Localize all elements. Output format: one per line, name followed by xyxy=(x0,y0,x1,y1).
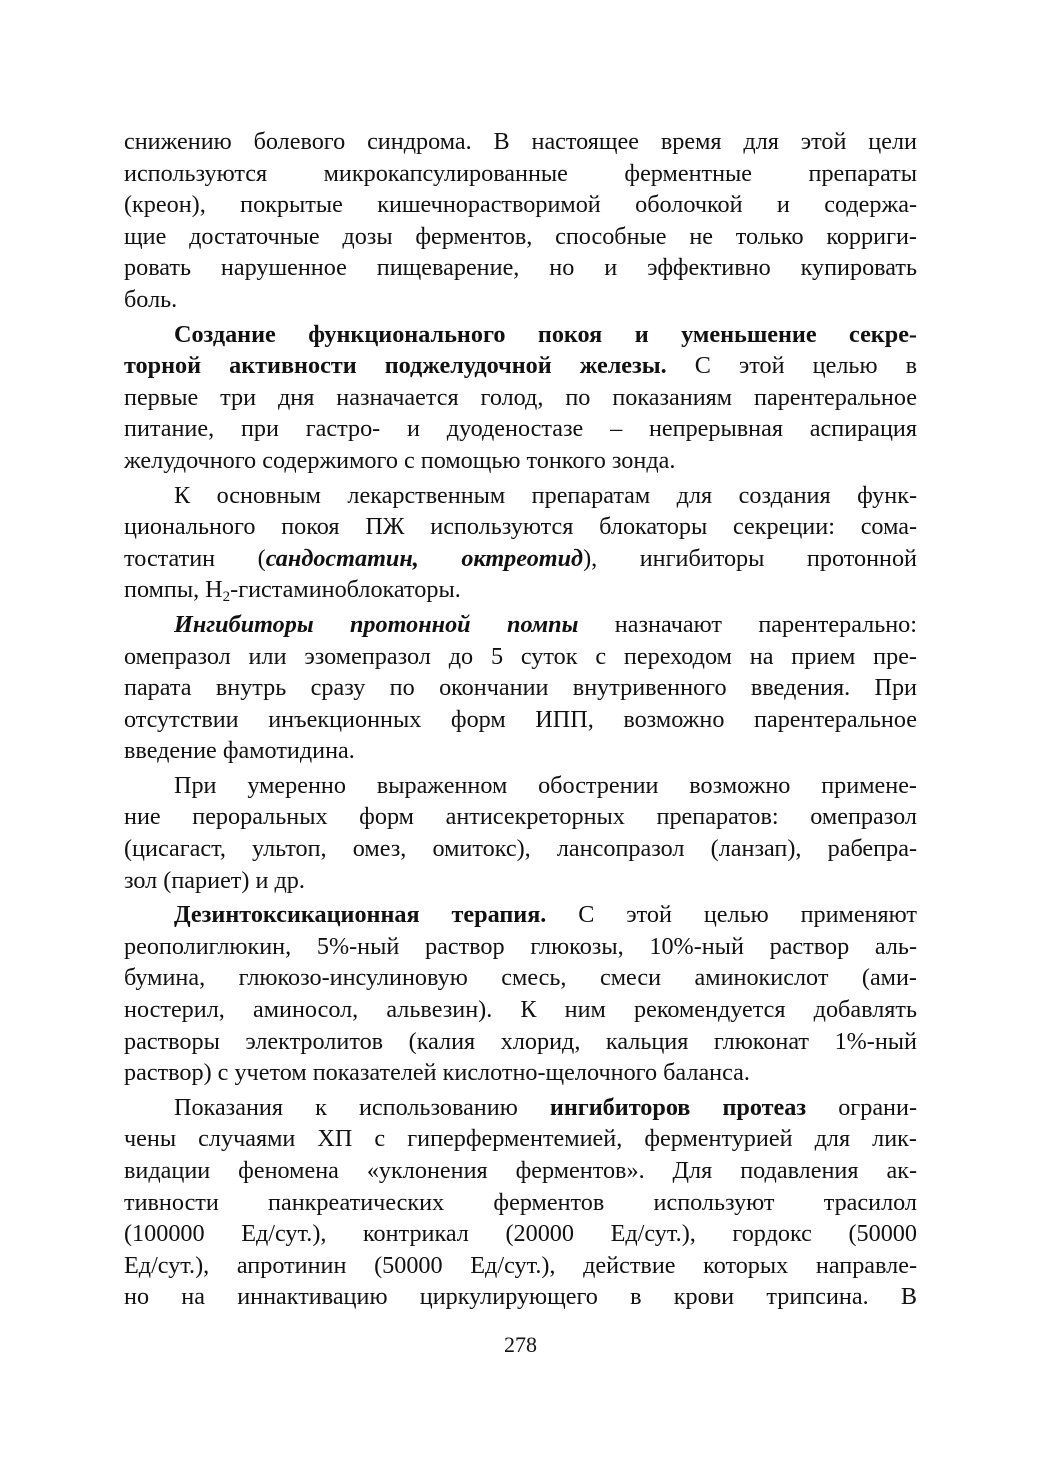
text-line xyxy=(124,319,917,351)
text-line: отсутствии инъекционных форм ИПП, возможно парентеральное xyxy=(124,705,917,733)
text-line: (креон), покрытые кишечнорастворимой оболочкой и содержа- xyxy=(124,191,917,219)
paragraph-functional-rest xyxy=(124,319,917,477)
text-line: первые три дня назначается голод, по показаниям парентеральное xyxy=(124,383,917,411)
text-line xyxy=(124,899,917,931)
text-fragment: ), ингибиторы протонной xyxy=(583,544,917,572)
text-line: чены случаями ХП с гиперферментемией, ферментурией для лик- xyxy=(124,1125,917,1153)
text-line: бумина, глюкозо-инсулиновую смесь, смеси аминокислот (ами- xyxy=(124,964,917,992)
text-line: боль. xyxy=(124,285,178,313)
text-line: раствор) с учетом показателей кислотно-щелочного баланса. xyxy=(124,1059,750,1087)
page-body xyxy=(124,126,917,1313)
term-emphasis: ингибиторов протеаз xyxy=(549,1093,807,1121)
text-line: Ед/сут.), апротинин (50000 Ед/сут.), действие которых направле- xyxy=(124,1251,917,1279)
text-line xyxy=(124,543,917,575)
text-line: введение фамотидина. xyxy=(124,737,355,765)
text-line: желудочного содержимого с помощью тонкого зонда. xyxy=(124,446,676,474)
text-line: ние пероральных форм антисекреторных препаратов: омепразол xyxy=(124,803,917,831)
text-fragment: С этой целью применяют xyxy=(546,901,917,929)
text-line: ностерил, аминосол, альвезин). К ним рекомендуется добавлять xyxy=(124,996,917,1024)
text-line: ционального покоя ПЖ используются блокаторы секреции: сома- xyxy=(124,513,917,541)
text-line: При умеренно выраженном обострении возможно примене- xyxy=(174,771,917,799)
text-line: парата внутрь сразу по окончании внутривенного введения. При xyxy=(124,674,917,702)
text-line: омепразол или эзомепразол до 5 суток с переходом на прием пре- xyxy=(124,642,917,670)
paragraph-detox xyxy=(124,899,917,1089)
text-fragment: назначают парентерально: xyxy=(578,610,917,638)
text-line: тивности панкреатических ферментов используют трасилол xyxy=(124,1188,917,1216)
paragraph-protease-inhibitors xyxy=(124,1092,917,1313)
text-line: (100000 Ед/сут.), контрикал (20000 Ед/сут.), гордокс (50000 xyxy=(124,1220,917,1248)
text-line: ровать нарушенное пищеварение, но и эффективно купировать xyxy=(124,254,917,282)
section-heading: Создание функционального покоя и уменьшение секре- xyxy=(174,320,917,348)
paragraph-ppi xyxy=(124,609,917,767)
text-line: зол (париет) и др. xyxy=(124,866,305,894)
text-line: используются микрокапсулированные ферментные препараты xyxy=(124,159,917,187)
text-line xyxy=(124,574,917,606)
text-line: растворы электролитов (калия хлорид, кальция глюконат 1%-ный xyxy=(124,1027,917,1055)
text-line: реополиглюкин, 5%-ный раствор глюкозы, 10%-ный раствор аль- xyxy=(124,932,917,960)
text-line: видации феномена «уклонения ферментов». Для подавления ак- xyxy=(124,1157,917,1184)
text-fragment: помпы, Н xyxy=(124,576,223,604)
text-line: (цисагаст, ультоп, омез, омитокс), лансопразол (ланзап), рабепра- xyxy=(124,835,917,863)
text-fragment: -гистаминоблокаторы. xyxy=(230,576,461,604)
page-number: 278 xyxy=(504,1332,537,1357)
text-line xyxy=(124,609,917,641)
paragraph-moderate-exacerbation xyxy=(124,770,917,896)
drug-names-emphasis: сандостатин, октреотид xyxy=(265,544,584,572)
text-line xyxy=(124,350,917,382)
text-line: снижению болевого синдрома. В настоящее время для этой цели xyxy=(124,128,917,155)
text-line: щие достаточные дозы ферментов, способные не только корриги- xyxy=(124,222,917,250)
section-heading: Дезинтоксикационная терапия. xyxy=(174,901,547,929)
text-fragment: тостатин ( xyxy=(124,544,266,572)
paragraph-main-drugs xyxy=(124,480,917,606)
text-line xyxy=(124,1092,917,1124)
section-heading: торной активности поджелудочной железы. xyxy=(124,352,667,380)
text-fragment: ограни- xyxy=(806,1093,917,1121)
section-heading: Ингибиторы протонной помпы xyxy=(174,610,579,638)
text-fragment: Показания к использованию xyxy=(174,1093,550,1121)
text-fragment: С этой целью в xyxy=(666,352,917,380)
text-line: питание, при гастро- и дуоденостазе – непрерывная аспирация xyxy=(124,415,917,443)
text-line: но на иннактивацию циркулирующего в крови трипсина. В xyxy=(124,1283,917,1311)
paragraph-pain-relief xyxy=(124,126,917,316)
text-line: К основным лекарственным препаратам для создания функ- xyxy=(174,481,917,509)
subscript: 2 xyxy=(222,589,231,606)
